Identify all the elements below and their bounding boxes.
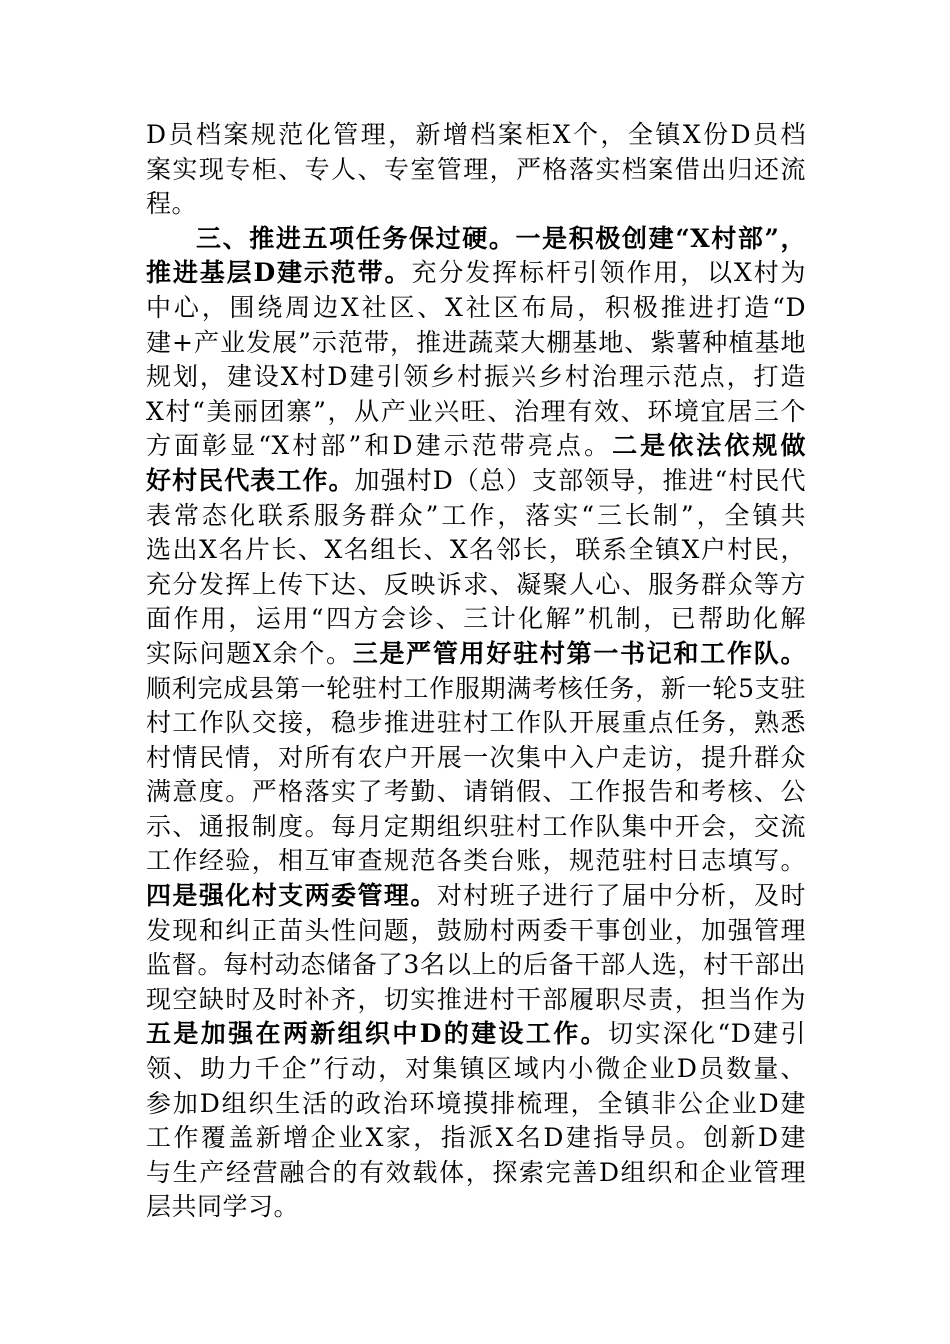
bold-heading: 推进基层D建示范带。 xyxy=(146,258,412,288)
document-page xyxy=(146,118,806,1225)
text-line xyxy=(146,1190,806,1225)
body-text: 参加D组织生活的政治环境摸排梳理，全镇非公企业D建 xyxy=(146,1088,806,1118)
body-text: 层共同学习。 xyxy=(146,1192,300,1222)
text-line xyxy=(146,533,806,568)
text-line xyxy=(146,983,806,1018)
text-line xyxy=(146,1017,806,1052)
text-line xyxy=(146,1156,806,1191)
text-line xyxy=(146,741,806,776)
text-line xyxy=(146,395,806,430)
text-line xyxy=(146,672,806,707)
body-text: 领、助力千企”行动，对集镇区域内小微企业D员数量、 xyxy=(146,1054,806,1084)
body-text: 面作用，运用“四方会诊、三计化解”机制，已帮助化解 xyxy=(146,604,806,634)
text-line xyxy=(146,602,806,637)
body-text: 实际问题X余个。 xyxy=(146,638,353,668)
bold-heading: 三是严管用好驻村第一书记和工作队。 xyxy=(352,638,806,668)
body-text: 充分发挥上传下达、反映诉求、凝聚人心、服务群众等方 xyxy=(146,569,806,599)
bold-heading: 三、推进五项任务保过硬。一是积极创建“X村部”， xyxy=(196,223,806,253)
body-text: 中心，围绕周边X社区、X社区布局，积极推进打造“D xyxy=(146,292,806,322)
body-text: 加强村D（总）支部领导，推进“村民代 xyxy=(354,465,806,495)
text-line xyxy=(146,844,806,879)
body-text: 与生产经营融合的有效载体，探索完善D组织和企业管理 xyxy=(146,1157,806,1187)
text-line xyxy=(146,810,806,845)
text-line xyxy=(146,948,806,983)
text-line xyxy=(146,1121,806,1156)
text-line xyxy=(146,464,806,499)
body-text: 建+产业发展”示范带，推进蔬菜大棚基地、紫薯种植基地 xyxy=(146,327,806,357)
text-line xyxy=(146,499,806,534)
body-text: 示、通报制度。每月定期组织驻村工作队集中开会，交流 xyxy=(146,811,806,841)
text-line xyxy=(146,326,806,361)
text-line xyxy=(146,1052,806,1087)
text-line xyxy=(146,360,806,395)
body-text: D员档案规范化管理，新增档案柜X个，全镇X份D员档 xyxy=(146,120,806,149)
body-text: 切实深化“D建引 xyxy=(607,1019,806,1049)
body-text: 对村班子进行了届中分析，及时 xyxy=(436,881,806,911)
text-line xyxy=(146,706,806,741)
body-text: 工作经验，相互审查规范各类台账，规范驻村日志填写。 xyxy=(146,846,806,876)
text-line xyxy=(146,222,806,257)
text-line xyxy=(146,256,806,291)
body-text: 充分发挥标杆引领作用，以X村为 xyxy=(411,258,806,288)
body-text: 满意度。严格落实了考勤、请销假、工作报告和考核、公 xyxy=(146,777,806,807)
body-text: 工作覆盖新增企业X家，指派X名D建指导员。创新D建 xyxy=(146,1123,806,1153)
body-text: 现空缺时及时补齐，切实推进村干部履职尽责，担当作为 xyxy=(146,984,806,1014)
body-text: X村“美丽团寨”，从产业兴旺、治理有效、环境宜居三个 xyxy=(146,396,806,426)
body-text: 顺利完成县第一轮驻村工作服期满考核任务，新一轮5支驻 xyxy=(146,673,806,703)
bold-heading: 四是强化村支两委管理。 xyxy=(146,881,437,911)
text-line xyxy=(146,118,806,153)
body-text: 方面彰显“X村部”和D建示范带亮点。 xyxy=(146,431,613,461)
text-line xyxy=(146,153,806,188)
body-text: 表常态化联系服务群众”工作，落实“三长制”，全镇共 xyxy=(146,500,806,530)
body-text: 选出X名片长、X名组长、X名邻长，联系全镇X户村民， xyxy=(146,535,806,565)
text-line xyxy=(146,1087,806,1122)
text-line xyxy=(146,879,806,914)
body-text: 村工作队交接，稳步推进驻村工作队开展重点任务，熟悉 xyxy=(146,708,806,738)
text-line xyxy=(146,775,806,810)
body-text: 监督。每村动态储备了3名以上的后备干部人选，村干部出 xyxy=(146,950,806,980)
body-text: 发现和纠正苗头性问题，鼓励村两委干事创业，加强管理 xyxy=(146,915,806,945)
text-line xyxy=(146,187,806,222)
text-line xyxy=(146,291,806,326)
text-line xyxy=(146,568,806,603)
bold-heading: 二是依法依规做 xyxy=(612,431,806,461)
body-text: 案实现专柜、专人、专室管理，严格落实档案借出归还流 xyxy=(146,154,806,184)
bold-heading: 五是加强在两新组织中D的建设工作。 xyxy=(146,1019,608,1049)
bold-heading: 好村民代表工作。 xyxy=(146,465,355,495)
body-text: 村情民情，对所有农户开展一次集中入户走访，提升群众 xyxy=(146,742,806,772)
body-text: 规划，建设X村D建引领乡村振兴乡村治理示范点，打造 xyxy=(146,362,806,392)
text-line xyxy=(146,429,806,464)
text-line xyxy=(146,637,806,672)
body-text: 程。 xyxy=(146,189,198,219)
text-line xyxy=(146,914,806,949)
